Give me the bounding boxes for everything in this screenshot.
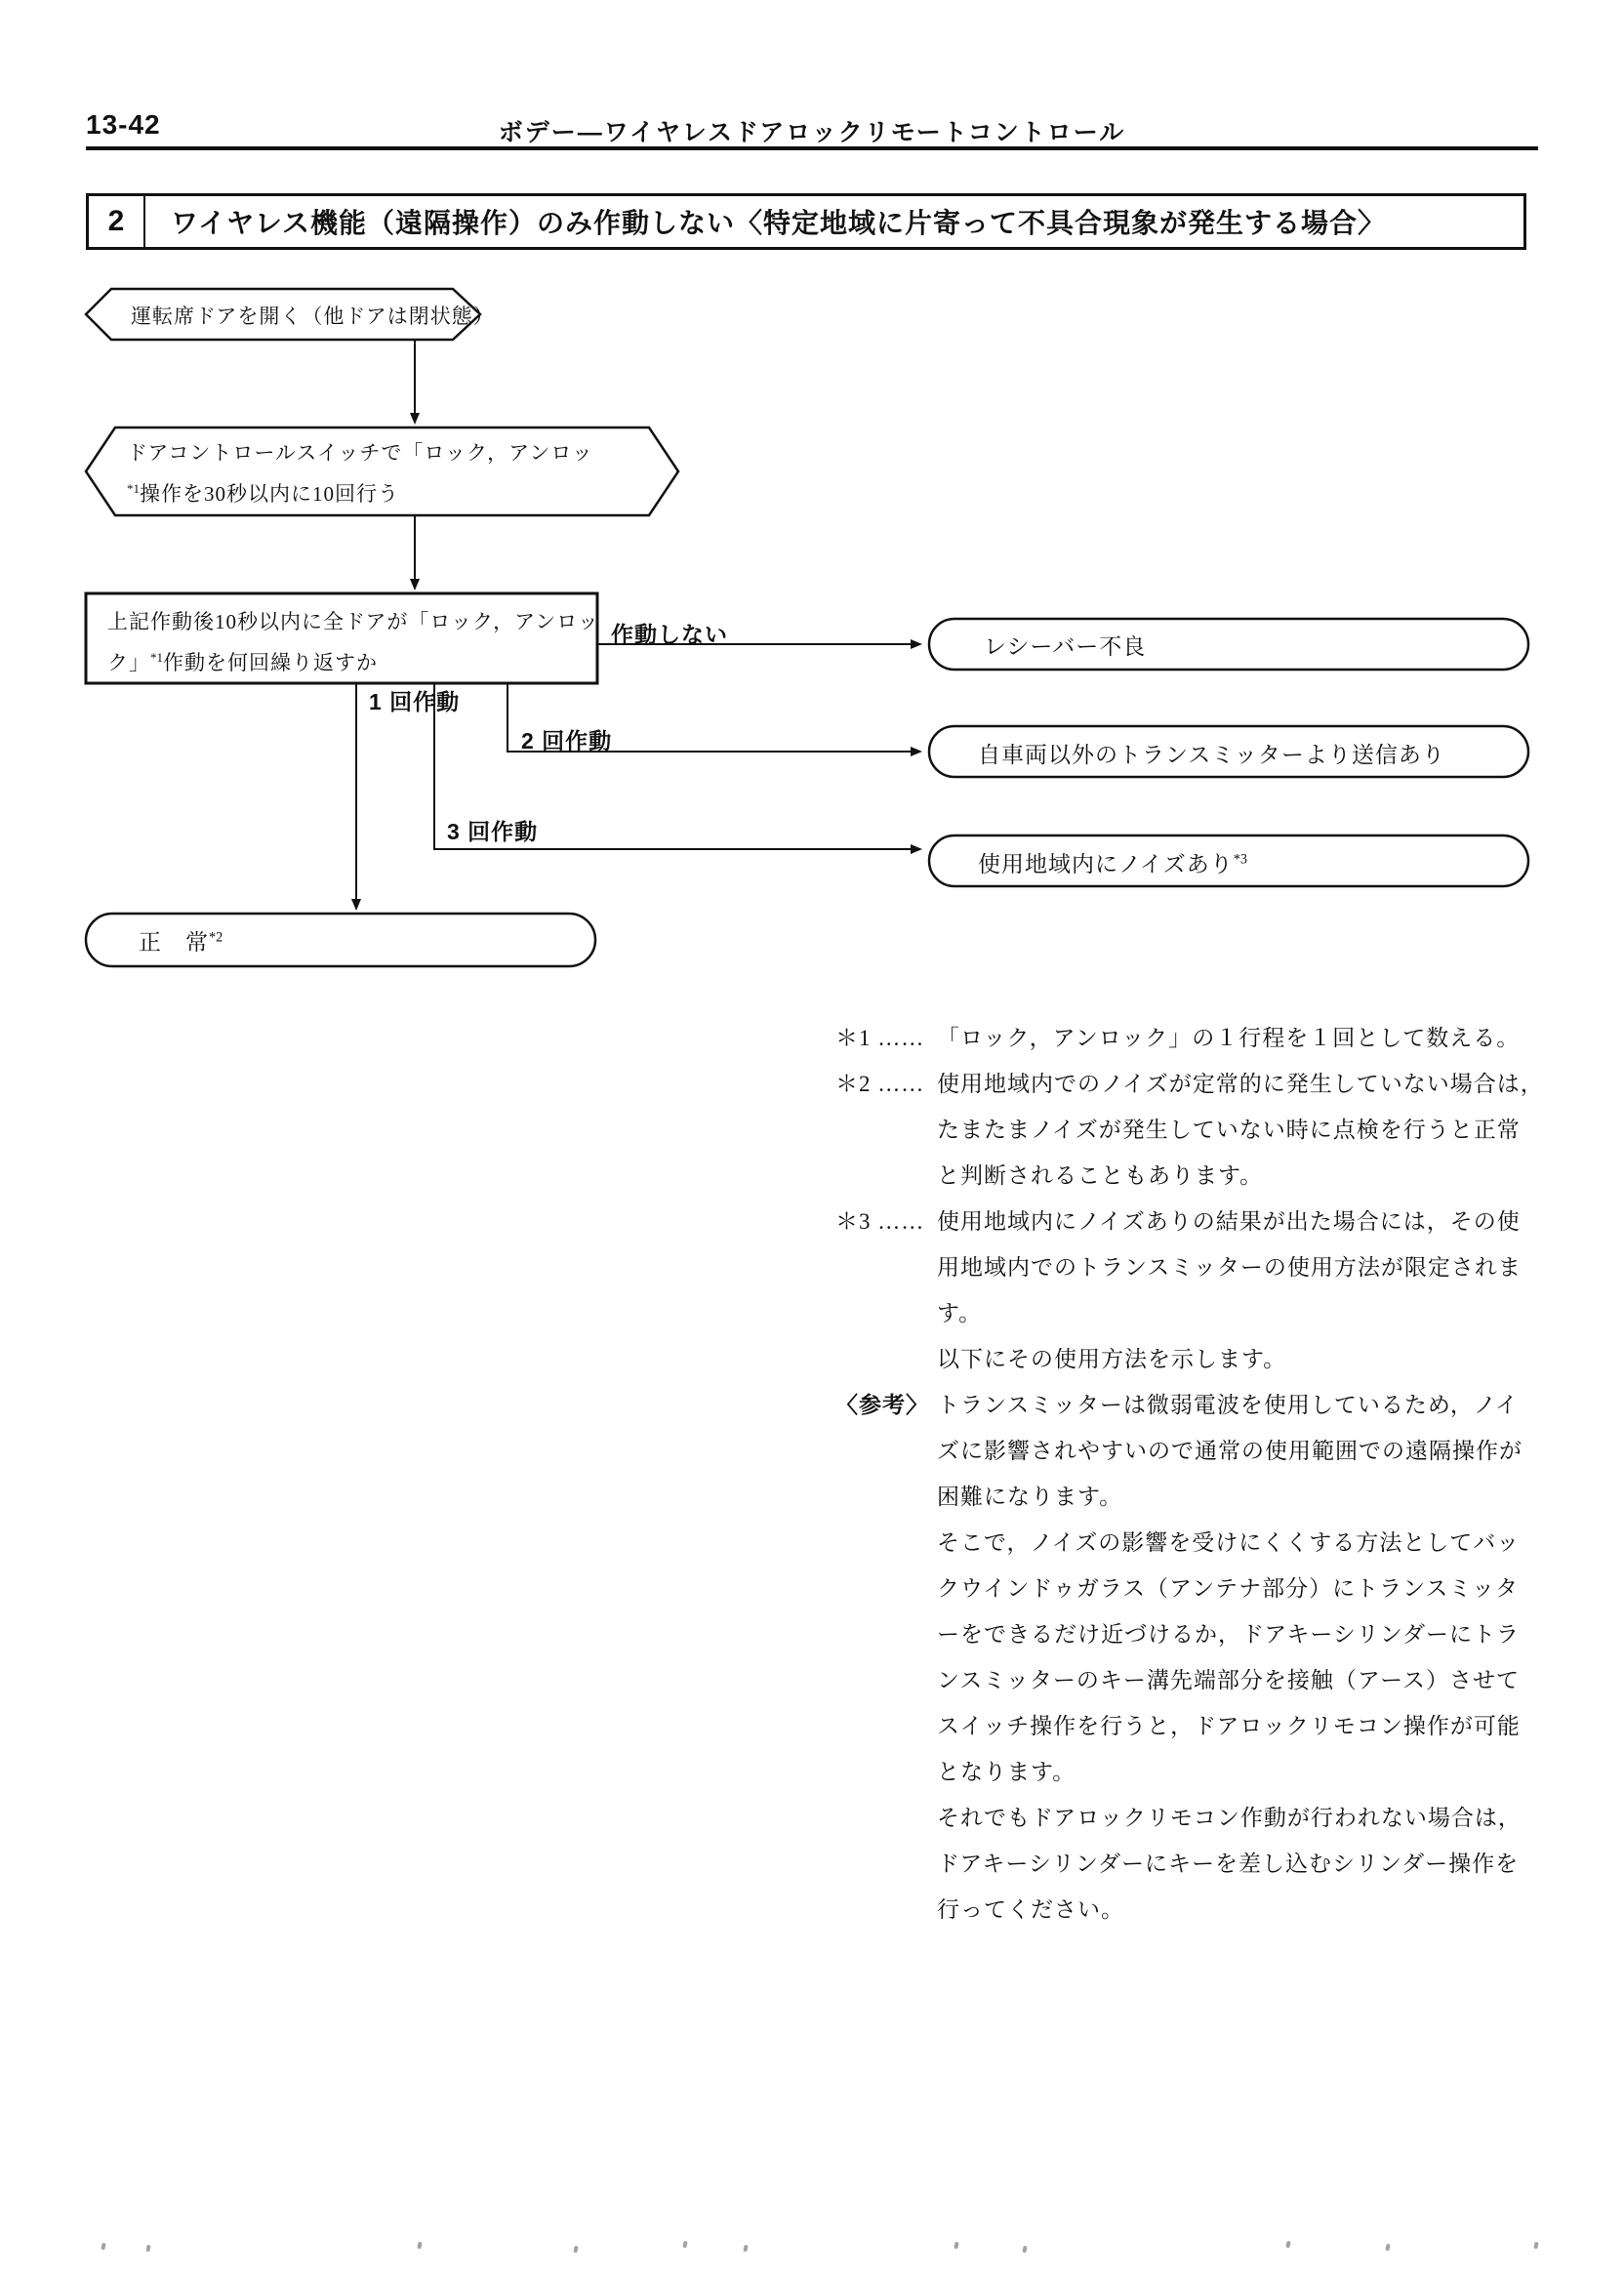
note-line: 困難になります。 xyxy=(937,1485,1123,1509)
flow-step3-line2: ク」$^{*1}$作動を何回繰り返すか xyxy=(107,650,379,674)
footnote-2 xyxy=(835,1061,1558,1199)
note-line: ーをできるだけ近づけるか，ドアキーシリンダーにトラ xyxy=(937,1622,1521,1647)
note-line: 「ロック，アンロック」の１行程を１回として数える。 xyxy=(937,1026,1521,1050)
footnotes-block xyxy=(835,1015,1558,1933)
branch-label-twice: 2 回作動 xyxy=(521,728,613,753)
note-line: 用地域内でのトランスミッターの使用方法が限定されま xyxy=(937,1255,1522,1280)
branch-label-once: 1 回作動 xyxy=(369,689,461,714)
result-transmitter-label: 自車両以外のトランスミッターより送信あり xyxy=(978,743,1445,767)
footnote-ref-2: *2 xyxy=(209,929,223,946)
note-line: 以下にその使用方法を示します。 xyxy=(937,1347,1287,1371)
branch-label-none: 作動しない xyxy=(611,622,728,647)
flow-step1-label: 運転席ドアを開く（他ドアは閉状態） xyxy=(131,305,495,328)
note-line: ンスミッターのキー溝先端部分を接触（アース）させて xyxy=(937,1668,1521,1692)
footnote-1 xyxy=(835,1015,1558,1061)
flow-step2-line1: ドアコントロールスイッチで「ロック，アンロッ xyxy=(127,441,593,465)
note-line: す。 xyxy=(937,1301,983,1325)
note-line: トランスミッターは微弱電波を使用しているため，ノイ xyxy=(937,1393,1519,1417)
footnote-3-body xyxy=(937,1199,1522,1382)
note-line: たまたまノイズが発生していない時に点検を行うと正常 xyxy=(937,1118,1521,1142)
note-line: それでもドアロックリモコン作動が行われない場合は， xyxy=(937,1806,1522,1830)
note-line: クウインドゥガラス（アンテナ部分）にトランスミッタ xyxy=(937,1576,1519,1601)
note-line: スイッチ操作を行うと，ドアロックリモコン操作が可能 xyxy=(937,1714,1521,1738)
result-noise-label: 使用地域内にノイズあり$^{*3}$ xyxy=(978,851,1247,876)
footnote-ref-1: *1 xyxy=(150,650,164,665)
flow-step2-line2: $^{*1}$操作を30秒以内に10回行う xyxy=(127,481,400,506)
section-title: ワイヤレス機能（遠隔操作）のみ作動しない〈特定地域に片寄って不具合現象が発生する場合〉 xyxy=(171,208,1387,238)
footnote-1-body xyxy=(937,1015,1520,1061)
page-header-title: ボデー―ワイヤレスドアロックリモートコントロール xyxy=(498,119,1126,146)
section-number: 2 xyxy=(89,196,145,247)
footnote-1-marker: ＊1 …… xyxy=(835,1026,925,1050)
reference-body xyxy=(937,1382,1522,1933)
footnote-ref-3: *3 xyxy=(1233,851,1247,868)
flow-step3-line1: 上記作動後10秒以内に全ドアが「ロック，アンロッ xyxy=(107,610,599,633)
reference-label: 〈参考〉 xyxy=(835,1392,929,1417)
note-line: 使用地域内にノイズありの結果が出た場合には，その使 xyxy=(937,1209,1521,1234)
footnote-2-body xyxy=(937,1061,1544,1199)
page-number: 13-42 xyxy=(86,109,161,140)
footnote-ref-1: *1 xyxy=(127,481,141,496)
note-line: ズに影響されやすいので通常の使用範囲での遠隔操作が xyxy=(937,1439,1522,1463)
note-line: と判断されることもあります。 xyxy=(937,1163,1264,1188)
reference-note xyxy=(835,1382,1558,1933)
result-receiver-label: レシーバー不良 xyxy=(984,634,1147,659)
note-line: 行ってください。 xyxy=(937,1897,1124,1922)
branch-label-thrice: 3 回作動 xyxy=(447,819,539,844)
footnote-2-marker: ＊2 …… xyxy=(835,1072,925,1096)
footnote-3 xyxy=(835,1199,1558,1382)
note-line: ドアキーシリンダーにキーを差し込むシリンダー操作を xyxy=(937,1852,1520,1876)
note-line: 使用地域内でのノイズが定常的に発生していない場合は， xyxy=(937,1072,1544,1096)
footnote-3-marker: ＊3 …… xyxy=(835,1209,925,1234)
note-line: そこで，ノイズの影響を受けにくくする方法としてバッ xyxy=(937,1530,1521,1555)
result-normal-label: 正 常$^{*2}$ xyxy=(139,929,223,955)
note-line: となります。 xyxy=(937,1760,1076,1784)
